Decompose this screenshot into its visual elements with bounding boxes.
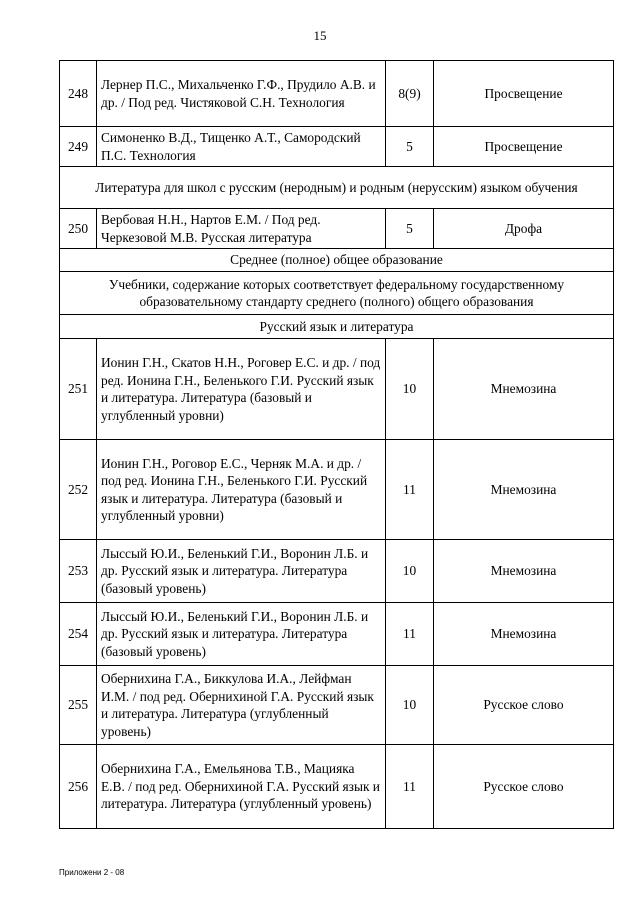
section-heading: Учебники, содержание которых соответствует федеральному государственному образовательному стандарту среднего (полного) общего образования xyxy=(60,272,614,315)
section-row xyxy=(60,167,614,209)
section-row xyxy=(60,249,614,272)
book-title: Вербовая Н.Н., Нартов Е.М. / Под ред. Черкезовой М.В. Русская литература xyxy=(97,209,386,249)
row-number: 251 xyxy=(60,339,97,440)
table-row xyxy=(60,209,614,249)
publisher: Русское слово xyxy=(434,666,614,745)
grade: 10 xyxy=(386,339,434,440)
book-title: Лыссый Ю.И., Беленький Г.И., Воронин Л.Б. и др. Русский язык и литература. Литература (базовый уровень) xyxy=(97,540,386,603)
row-number: 256 xyxy=(60,745,97,829)
section-heading: Русский язык и литература xyxy=(60,315,614,339)
table-row xyxy=(60,440,614,540)
section-row xyxy=(60,315,614,339)
publisher: Мнемозина xyxy=(434,603,614,666)
book-title: Симоненко В.Д., Тищенко А.Т., Самородский П.С. Технология xyxy=(97,127,386,167)
row-number: 249 xyxy=(60,127,97,167)
page-number: 15 xyxy=(313,28,327,43)
page-footer: Приложени 2 - 08 xyxy=(59,868,125,877)
grade: 10 xyxy=(386,540,434,603)
row-number: 253 xyxy=(60,540,97,603)
table-row xyxy=(60,61,614,127)
publisher: Мнемозина xyxy=(434,440,614,540)
publisher: Просвещение xyxy=(434,127,614,167)
table-row xyxy=(60,540,614,603)
publisher: Мнемозина xyxy=(434,339,614,440)
table-row xyxy=(60,339,614,440)
row-number: 252 xyxy=(60,440,97,540)
grade: 8(9) xyxy=(386,61,434,127)
book-title: Ионин Г.Н., Скатов Н.Н., Роговер Е.С. и др. / под ред. Ионина Г.Н., Беленького Г.И. Русский язык и литература. Литература (базовый и углубленный уровни) xyxy=(97,339,386,440)
book-title: Лернер П.С., Михальченко Г.Ф., Прудило А.В. и др. / Под ред. Чистяковой С.Н. Технология xyxy=(97,61,386,127)
grade: 5 xyxy=(386,209,434,249)
publisher: Дрофа xyxy=(434,209,614,249)
grade: 10 xyxy=(386,666,434,745)
table-row xyxy=(60,666,614,745)
grade: 11 xyxy=(386,745,434,829)
row-number: 254 xyxy=(60,603,97,666)
table-row xyxy=(60,127,614,167)
grade: 5 xyxy=(386,127,434,167)
book-title: Обернихина Г.А., Емельянова Т.В., Мацияка Е.В. / под ред. Обернихиной Г.А. Русский язык и литература. Литература (углубленный уровень) xyxy=(97,745,386,829)
row-number: 250 xyxy=(60,209,97,249)
grade: 11 xyxy=(386,603,434,666)
row-number: 248 xyxy=(60,61,97,127)
publisher: Русское слово xyxy=(434,745,614,829)
book-title: Ионин Г.Н., Роговор Е.С., Черняк М.А. и др. /под ред. Ионина Г.Н., Беленького Г.И. Русский язык и литература. Литература (базовый и углубленный уровни) xyxy=(97,440,386,540)
grade: 11 xyxy=(386,440,434,540)
table-row xyxy=(60,603,614,666)
publisher: Просвещение xyxy=(434,61,614,127)
textbook-table xyxy=(59,60,614,829)
publisher: Мнемозина xyxy=(434,540,614,603)
row-number: 255 xyxy=(60,666,97,745)
section-heading: Литература для школ с русским (неродным) и родным (нерусским) языком обучения xyxy=(60,167,614,209)
section-heading: Среднее (полное) общее образование xyxy=(60,249,614,272)
book-title: Лыссый Ю.И., Беленький Г.И., Воронин Л.Б. и др. Русский язык и литература. Литература (базовый уровень) xyxy=(97,603,386,666)
book-title: Обернихина Г.А., Биккулова И.А., Лейфман И.М. / под ред. Обернихиной Г.А. Русский язык и литература. Литература (углубленный уровень) xyxy=(97,666,386,745)
section-row xyxy=(60,272,614,315)
table-row xyxy=(60,745,614,829)
